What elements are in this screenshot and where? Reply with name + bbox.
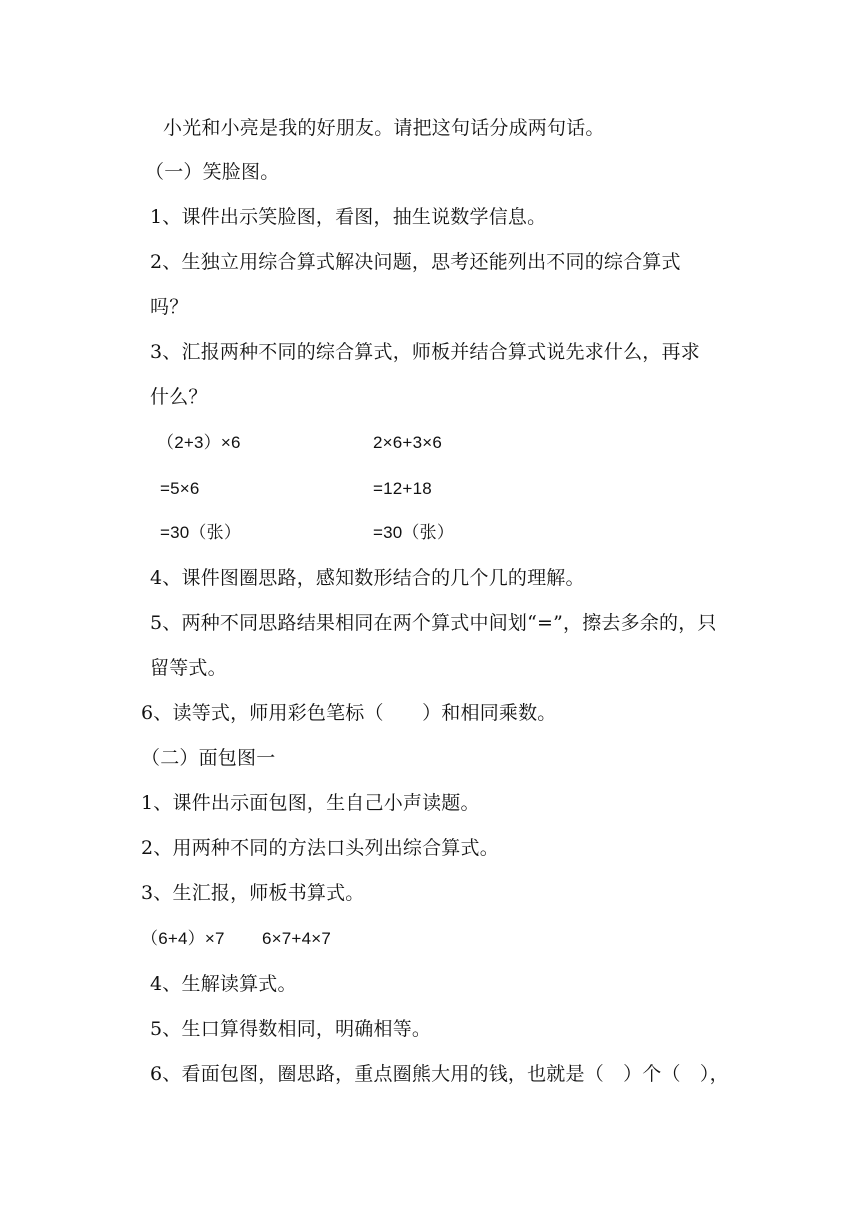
step-1: 1、课件出示笑脸图，看图，抽生说数学信息。	[150, 206, 547, 228]
step-6: 6、读等式，师用彩色笔标（ ）和相同乘数。	[141, 702, 557, 724]
equation-right-1: 2×6+3×6	[373, 433, 443, 452]
equation-left-1: （2+3）×6	[157, 433, 241, 452]
step-4: 4、课件图圈思路，感知数形结合的几个几的理解。	[150, 567, 585, 589]
step-5-continued: 留等式。	[150, 657, 227, 679]
step-3: 3、汇报两种不同的综合算式，师板并结合算式说先求什么，再求	[150, 341, 700, 363]
bread-equation-right: 6×7+4×7	[262, 929, 332, 948]
bread-step-4: 4、生解读算式。	[150, 973, 297, 995]
step-5: 5、两种不同思路结果相同在两个算式中间划“=”，擦去多余的，只	[150, 612, 717, 634]
bread-step-5: 5、生口算得数相同，明确相等。	[150, 1018, 432, 1040]
section-heading-smiley: （一）笑脸图。	[145, 161, 280, 183]
equation-left-2: =5×6	[160, 479, 200, 498]
equation-left-3: =30（张）	[160, 523, 242, 542]
step-2: 2、生独立用综合算式解决问题，思考还能列出不同的综合算式	[150, 251, 681, 273]
bread-step-2: 2、用两种不同的方法口头列出综合算式。	[141, 837, 499, 859]
bread-step-1: 1、课件出示面包图，生自己小声读题。	[141, 792, 480, 814]
bread-step-6: 6、看面包图，圈思路，重点圈熊大用的钱，也就是（ ）个（ ），	[150, 1063, 729, 1085]
equation-right-3: =30（张）	[373, 523, 455, 542]
section-heading-bread: （二）面包图一	[141, 747, 276, 769]
equation-right-2: =12+18	[373, 479, 432, 498]
step-2-continued: 吗？	[150, 296, 189, 318]
step-3-continued: 什么？	[150, 386, 208, 408]
bread-equation-left: （6+4）×7	[141, 929, 225, 948]
text-line-1: 小光和小亮是我的好朋友。请把这句话分成两句话。	[163, 117, 605, 139]
bread-step-3: 3、生汇报，师板书算式。	[141, 882, 365, 904]
